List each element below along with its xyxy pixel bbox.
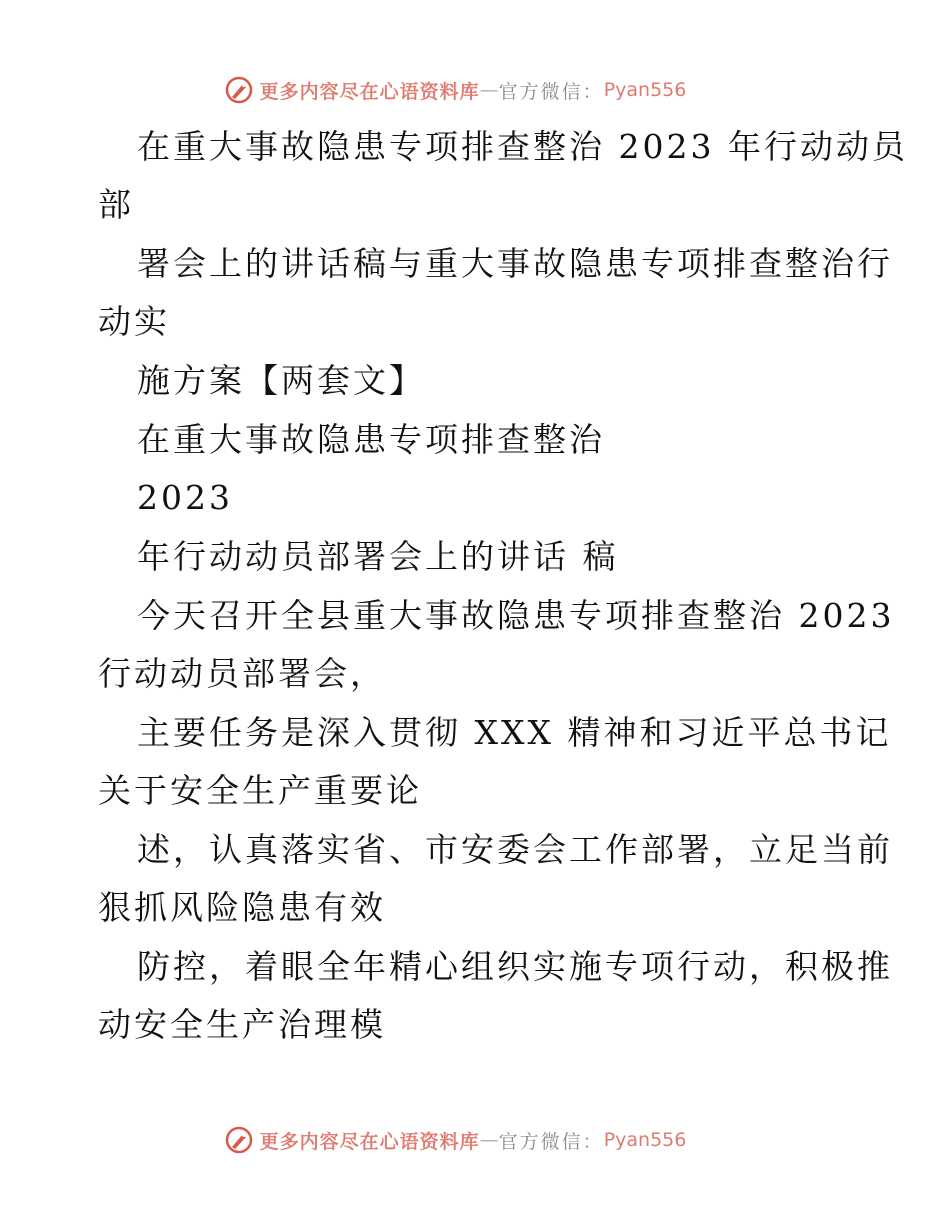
doc-line: 动安全生产治理模	[98, 1005, 386, 1044]
doc-line: 2023	[137, 478, 233, 517]
doc-line: 防控，着眼全年精心组织实施专项行动，积极推	[137, 947, 893, 986]
watermark-main-text: 更多内容尽在心语资料库	[259, 80, 480, 103]
watermark-wechat-id: Pyan556	[603, 1129, 687, 1151]
doc-line: 行动动员部署会，	[98, 654, 386, 693]
doc-line: 主要任务是深入贯彻 XXX 精神和习近平总书记	[137, 713, 892, 752]
pen-nib-logo-icon	[224, 1125, 254, 1155]
doc-line: 动实	[98, 302, 170, 341]
footer-watermark	[0, 1120, 950, 1160]
watermark-wechat-id: Pyan556	[603, 79, 687, 101]
doc-line: 在重大事故隐患专项排查整治 2023 年行动动员	[137, 127, 908, 166]
doc-line: 署会上的讲话稿与重大事故隐患专项排查整治行	[137, 244, 893, 283]
watermark-label: 官方微信：	[498, 1130, 604, 1153]
doc-line: 狠抓风险隐患有效	[98, 888, 386, 927]
watermark-label: 官方微信：	[498, 80, 604, 103]
doc-line: 述，认真落实省、市安委会工作部署，立足当前	[137, 830, 893, 869]
doc-line: 在重大事故隐患专项排查整治	[137, 420, 605, 459]
watermark-dash: —	[479, 79, 499, 101]
doc-line: 部	[98, 185, 134, 224]
doc-line: 施方案【两套文】	[137, 361, 425, 400]
watermark-main-text: 更多内容尽在心语资料库	[259, 1130, 480, 1153]
doc-line: 今天召开全县重大事故隐患专项排查整治 2023	[137, 596, 895, 635]
header-watermark	[0, 70, 950, 110]
doc-line: 关于安全生产重要论	[98, 771, 422, 810]
watermark-dash: —	[479, 1129, 499, 1151]
doc-line: 年行动动员部署会上的讲话 稿	[137, 537, 619, 576]
pen-nib-logo-icon	[224, 75, 254, 105]
